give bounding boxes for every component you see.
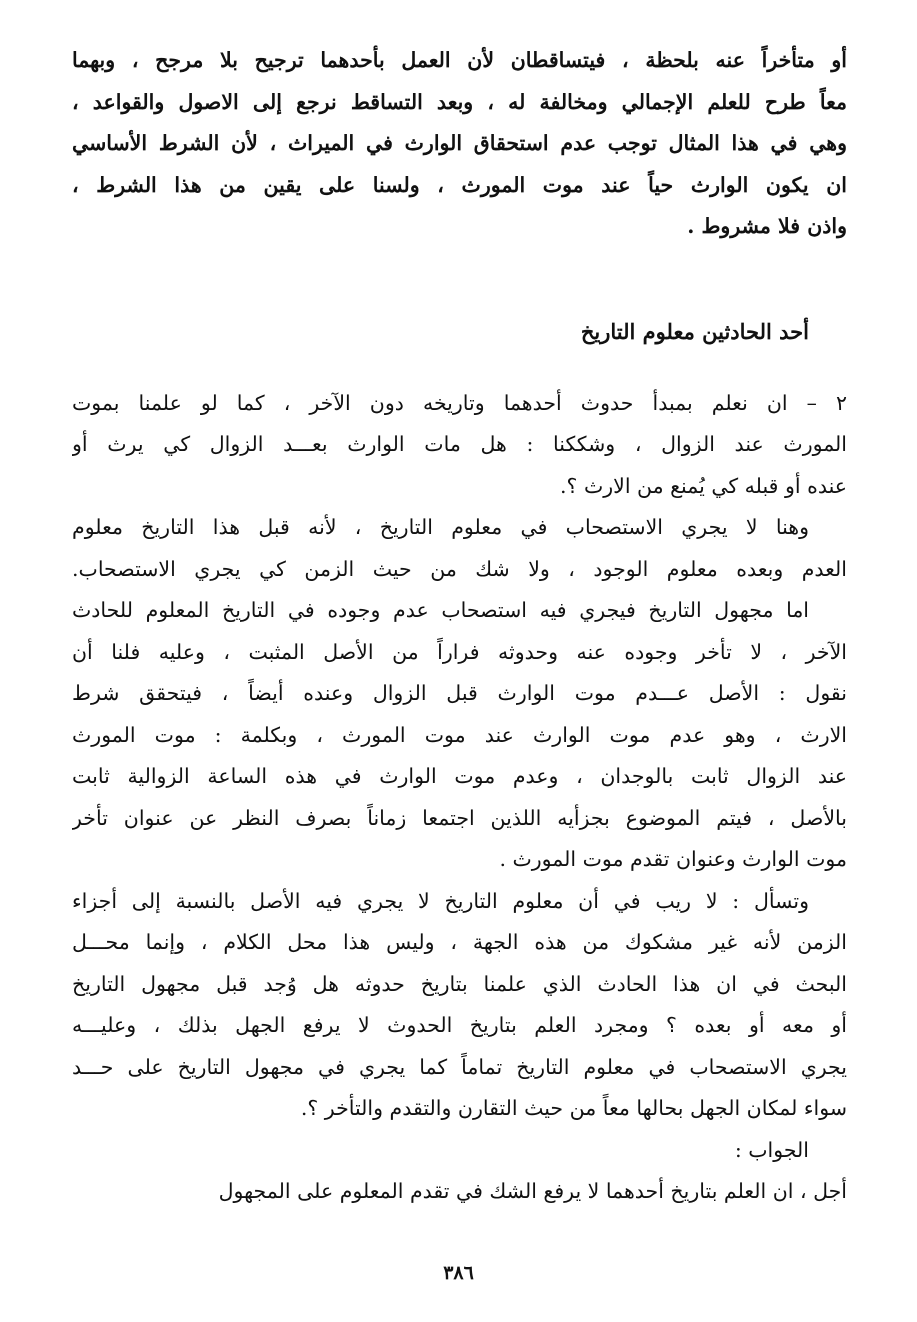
page-body: [72, 40, 847, 1290]
paragraph: [72, 590, 847, 881]
top-paragraph: [72, 40, 847, 248]
text-line: وهي في هذا المثال توجب عدم استحقاق الوارث في الميراث ، لأن الشرط الأساسي: [72, 131, 847, 155]
paragraph: [72, 1171, 847, 1213]
paragraph: [72, 507, 847, 590]
text-line: ٢ – ان نعلم بمبدأ حدوث أحدهما وتاريخه دون الآخر ، كما لو علمنا بموت: [72, 390, 847, 415]
text-line: اما مجهول التاريخ فيجري فيه استصحاب عدم وجوده في التاريخ المعلوم للحادث: [72, 598, 809, 622]
text-line: البحث في ان هذا الحادث الذي علمنا بتاريخ حدوثه هل وُجد قبل مجهول التاريخ: [72, 971, 847, 996]
text-line: المورث عند الزوال ، وشككنا : هل مات الوارث بعـــد الزوال كي يرث أو: [72, 432, 847, 456]
text-line: العدم وبعده معلوم الوجود ، ولا شك من حيث الزمن كي يجري الاستصحاب.: [72, 556, 847, 581]
text-line: أو معه أو بعده ؟ ومجرد العلم بتاريخ الحدوث لا يرفع الجهل بذلك ، وعليـــه: [72, 1013, 847, 1037]
text-line: يجري الاستصحاب في معلوم التاريخ تماماً كما يجري في مجهول التاريخ على حـــد: [72, 1054, 847, 1079]
section-heading: أحد الحادثين معلوم التاريخ: [580, 318, 809, 344]
text-line: عنده أو قبله كي يُمنع من الارث ؟.: [560, 473, 847, 498]
section-body: [72, 383, 847, 1213]
paragraph: [72, 1130, 847, 1172]
text-line: ان يكون الوارث حياً عند موت المورث ، ولسنا على يقين من هذا الشرط ،: [72, 172, 847, 197]
paragraph: [72, 383, 847, 508]
text-line: سواء لمكان الجهل بحالها معاً من حيث التقارن والتقدم والتأخر ؟.: [300, 1096, 847, 1120]
page-number: ٣٨٦: [443, 1262, 474, 1284]
text-line: أو متأخراً عنه بلحظة ، فيتساقطان لأن العمل بأحدهما ترجيح بلا مرجح ، وبهما: [72, 48, 847, 72]
text-line: أجل ، ان العلم بتاريخ أحدهما لا يرفع الشك في تقدم المعلوم على المجهول: [218, 1179, 847, 1203]
paragraph: [72, 881, 847, 1130]
text-line: الآخر ، لا تأخر وجوده عنه وحدوثه فراراً من الأصل المثبت ، وعليه فلنا أن: [72, 639, 847, 664]
text-line: وهنا لا يجري الاستصحاب في معلوم التاريخ ، لأنه قبل هذا التاريخ معلوم: [72, 515, 809, 539]
text-line: الزمن لأنه غير مشكوك من هذه الجهة ، وليس هذا محل الكلام ، وإنما محـــل: [72, 930, 847, 954]
text-line: الجواب :: [734, 1137, 809, 1162]
text-line: نقول : الأصل عـــدم موت الوارث قبل الزوال وعنده أيضاً ، فيتحقق شرط: [72, 681, 847, 705]
text-line: بالأصل ، فيتم الموضوع بجزأيه اللذين اجتمعا زماناً بصرف النظر عن عنوان تأخر: [72, 805, 847, 830]
text-line: الارث ، وهو عدم موت الوارث عند موت المورث ، وبكلمة : موت المورث: [72, 722, 847, 747]
text-line: عند الزوال ثابت بالوجدان ، وعدم موت الوارث في هذه الساعة الزوالية ثابت: [72, 764, 847, 788]
text-line: واذن فلا مشروط .: [687, 214, 847, 238]
text-line: وتسأل : لا ريب في أن معلوم التاريخ لا يجري فيه الأصل بالنسبة إلى أجزاء: [72, 888, 809, 913]
text-line: معاً طرح للعلم الإجمالي ومخالفة له ، وبعد التساقط نرجع إلى الاصول والقواعد ،: [72, 89, 847, 114]
text-line: موت الوارث وعنوان تقدم موت المورث .: [499, 847, 847, 871]
